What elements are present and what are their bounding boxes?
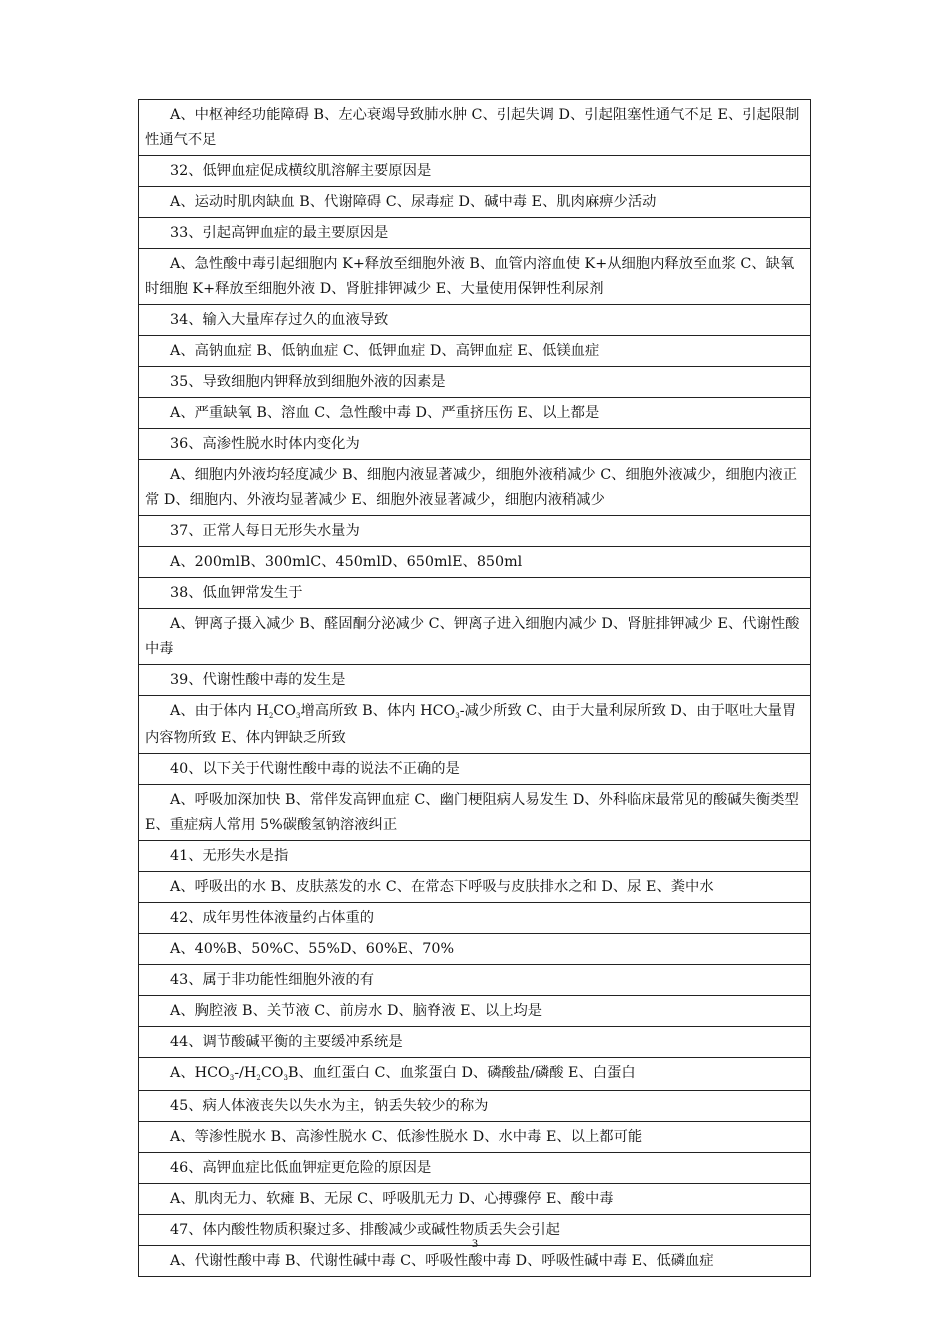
- question-row: [139, 841, 811, 872]
- page-number: 3: [472, 1236, 478, 1250]
- formula-subscript: 3: [229, 1074, 235, 1082]
- answer-options-text: A、40%B、50%C、55%D、60%E、70%: [139, 934, 811, 965]
- answer-options-text: A、细胞内外液均轻度减少 B、细胞内液显著减少，细胞外液稍减少 C、细胞外液减少，细胞内液正常 D、细胞内、外液均显著减少 E、细胞外液显著减少，细胞内液稍减少: [139, 460, 811, 516]
- answer-options-text: A、钾离子摄入减少 B、醛固酮分泌减少 C、钾离子进入细胞内减少 D、肾脏排钾减少 E、代谢性酸中毒: [139, 609, 811, 665]
- question-row: [139, 367, 811, 398]
- answer-options-text: A、代谢性酸中毒 B、代谢性碱中毒 C、呼吸性酸中毒 D、呼吸性碱中毒 E、低磷血症: [139, 1246, 811, 1277]
- question-text: 47、体内酸性物质积聚过多、排酸减少或碱性物质丢失会引起: [139, 1215, 811, 1246]
- question-text: 46、高钾血症比低血钾症更危险的原因是: [139, 1153, 811, 1184]
- option-text-segment: -减少所致 C、由于大量利尿所致 D、由于呕吐大量胃内容物所致 E、体内钾缺乏所致: [145, 703, 797, 746]
- formula-subscript: 3: [283, 1074, 288, 1082]
- option-text-segment: B、血红蛋白 C、血浆蛋白 D、磷酸盐/磷酸 E、白蛋白: [287, 1065, 636, 1081]
- answer-options-text: A、肌肉无力、软瘫 B、无尿 C、呼吸肌无力 D、心搏骤停 E、酸中毒: [139, 1184, 811, 1215]
- question-row: [139, 218, 811, 249]
- question-table-container: [138, 99, 811, 1277]
- question-row: [139, 903, 811, 934]
- answer-options-text: [139, 696, 811, 754]
- question-text: 39、代谢性酸中毒的发生是: [139, 665, 811, 696]
- question-row: [139, 516, 811, 547]
- option-text-segment: CO: [273, 703, 296, 719]
- question-row: [139, 754, 811, 785]
- answer-options-row: [139, 785, 811, 841]
- question-row: [139, 665, 811, 696]
- question-text: 44、调节酸碱平衡的主要缓冲系统是: [139, 1027, 811, 1058]
- question-text: 33、引起高钾血症的最主要原因是: [139, 218, 811, 249]
- question-row: [139, 1153, 811, 1184]
- option-text-segment: CO: [260, 1065, 284, 1081]
- question-text: 40、以下关于代谢性酸中毒的说法不正确的是: [139, 754, 811, 785]
- question-text: 43、属于非功能性细胞外液的有: [139, 965, 811, 996]
- answer-options-text: A、呼吸出的水 B、皮肤蒸发的水 C、在常态下呼吸与皮肤排水之和 D、尿 E、粪中水: [139, 872, 811, 903]
- answer-options-row: [139, 934, 811, 965]
- answer-options-text: A、呼吸加深加快 B、常伴发高钾血症 C、幽门梗阻病人易发生 D、外科临床最常见的酸碱失衡类型 E、重症病人常用 5%碳酸氢钠溶液纠正: [139, 785, 811, 841]
- option-text-segment: A、HCO: [170, 1065, 230, 1081]
- question-text: 35、导致细胞内钾释放到细胞外液的因素是: [139, 367, 811, 398]
- question-row: [139, 1091, 811, 1122]
- answer-options-row: [139, 1184, 811, 1215]
- question-text: 32、低钾血症促成横纹肌溶解主要原因是: [139, 156, 811, 187]
- answer-options-row: [139, 398, 811, 429]
- question-text: 37、正常人每日无形失水量为: [139, 516, 811, 547]
- answer-options-row: [139, 460, 811, 516]
- answer-options-text: [139, 1058, 811, 1091]
- answer-options-row: [139, 1122, 811, 1153]
- answer-options-row: [139, 249, 811, 305]
- question-table: [138, 99, 811, 1277]
- answer-options-text: A、胸腔液 B、关节液 C、前房水 D、脑脊液 E、以上均是: [139, 996, 811, 1027]
- answer-options-text: A、高钠血症 B、低钠血症 C、低钾血症 D、高钾血症 E、低镁血症: [139, 336, 811, 367]
- question-row: [139, 429, 811, 460]
- formula-subscript: 3: [455, 712, 460, 720]
- question-text: 36、高渗性脱水时体内变化为: [139, 429, 811, 460]
- question-text: 42、成年男性体液量约占体重的: [139, 903, 811, 934]
- question-text: 45、病人体液丧失以失水为主，钠丢失较少的称为: [139, 1091, 811, 1122]
- answer-options-text: A、等渗性脱水 B、高渗性脱水 C、低渗性脱水 D、水中毒 E、以上都可能: [139, 1122, 811, 1153]
- answer-options-row: [139, 1058, 811, 1091]
- question-text: 34、输入大量库存过久的血液导致: [139, 305, 811, 336]
- answer-options-row: [139, 100, 811, 156]
- question-row: [139, 1027, 811, 1058]
- answer-options-text: A、中枢神经功能障碍 B、左心衰竭导致肺水肿 C、引起失调 D、引起阻塞性通气不足 E、引起限制性通气不足: [139, 100, 811, 156]
- answer-options-row: [139, 336, 811, 367]
- answer-options-row: [139, 547, 811, 578]
- answer-options-text: A、运动时肌肉缺血 B、代谢障碍 C、尿毒症 D、碱中毒 E、肌肉麻痹少活动: [139, 187, 811, 218]
- answer-options-row: [139, 996, 811, 1027]
- question-row: [139, 965, 811, 996]
- answer-options-row: [139, 872, 811, 903]
- answer-options-row: [139, 696, 811, 754]
- answer-options-text: A、200mlB、300mlC、450mlD、650mlE、850ml: [139, 547, 811, 578]
- question-text: 41、无形失水是指: [139, 841, 811, 872]
- question-row: [139, 305, 811, 336]
- option-text-segment: -/H: [234, 1065, 257, 1081]
- answer-options-text: A、严重缺氧 B、溶血 C、急性酸中毒 D、严重挤压伤 E、以上都是: [139, 398, 811, 429]
- answer-options-row: [139, 187, 811, 218]
- question-row: [139, 156, 811, 187]
- question-text: 38、低血钾常发生于: [139, 578, 811, 609]
- formula-subscript: 2: [256, 1074, 261, 1082]
- option-text-segment: 增高所致 B、体内 HCO: [300, 703, 456, 719]
- answer-options-row: [139, 609, 811, 665]
- formula-subscript: 2: [268, 712, 274, 720]
- answer-options-text: A、急性酸中毒引起细胞内 K+释放至细胞外液 B、血管内溶血使 K+从细胞内释放至血浆 C、缺氧时细胞 K+释放至细胞外液 D、肾脏排钾减少 E、大量使用保钾性利尿剂: [139, 249, 811, 305]
- formula-subscript: 3: [295, 712, 301, 720]
- option-text-segment: A、由于体内 H: [170, 703, 269, 719]
- question-row: [139, 578, 811, 609]
